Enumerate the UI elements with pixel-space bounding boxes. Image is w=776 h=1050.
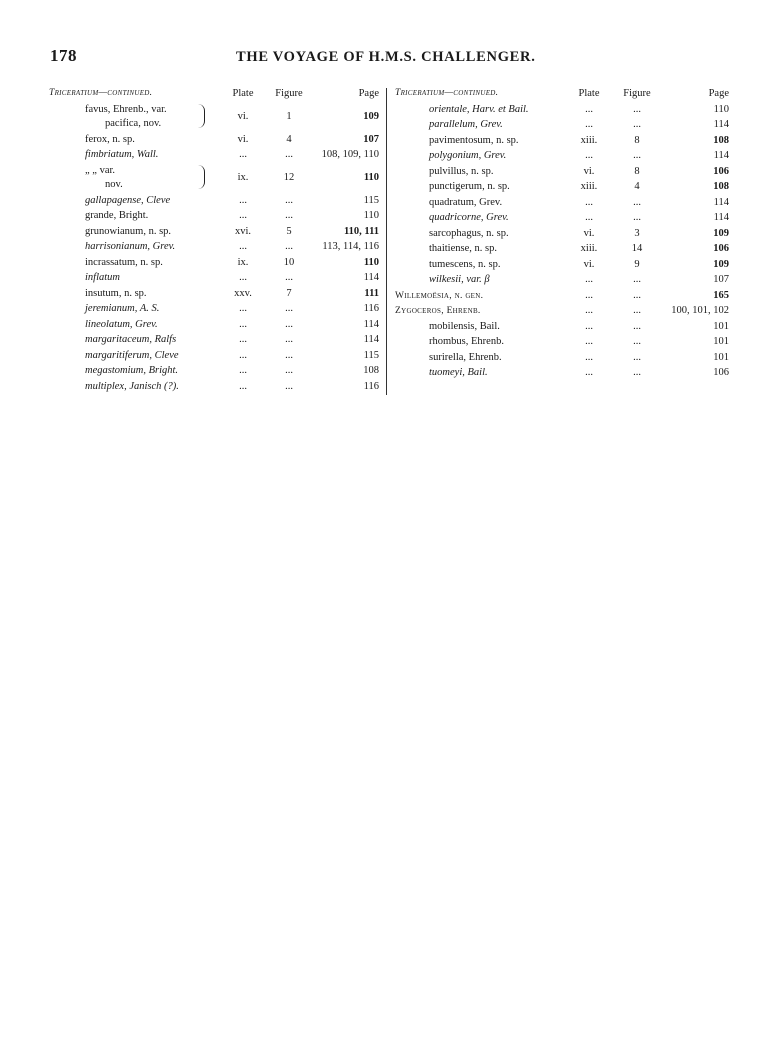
species-name: multiplex, Janisch (?). (85, 380, 179, 392)
figure-value: ... (633, 150, 641, 161)
page-value: 109 (363, 110, 379, 122)
page-value: 110 (713, 103, 729, 115)
index-entry (395, 117, 729, 133)
figure-value: 14 (631, 243, 643, 254)
plate-value: vi. (237, 133, 249, 145)
figure-value: ... (285, 365, 293, 376)
brace (198, 104, 205, 128)
species-name: megastomium, Bright. (85, 365, 179, 376)
species-name: jeremianum, A. S. (85, 303, 160, 314)
page-value: 115 (363, 349, 379, 361)
figure-value: 8 (634, 134, 640, 146)
species-name-line: „ „ var. (85, 164, 116, 176)
index-entry (49, 348, 385, 364)
index-entry (49, 286, 385, 302)
index-column-right (395, 86, 729, 381)
index-entry (49, 332, 385, 348)
species-name: polygonium, Grev. (429, 150, 507, 161)
page-value: 109 (713, 227, 729, 239)
page-value: 110 (363, 210, 379, 221)
page-value: 114 (713, 212, 729, 223)
page-value: 100, 101, 102 (671, 305, 729, 316)
index-entry (49, 208, 385, 224)
figure-value: ... (285, 349, 293, 361)
figure-value: 12 (283, 171, 295, 183)
species-name: grande, Bright. (85, 210, 149, 221)
page-value: 106 (713, 165, 729, 177)
species-name: insutum, n. sp. (85, 287, 147, 299)
species-name-line: favus, Ehrenb., var. (85, 103, 167, 115)
index-entry (49, 163, 385, 193)
figure-value: 4 (634, 181, 640, 192)
figure-value: 5 (286, 225, 292, 237)
species-name: tumescens, n. sp. (429, 258, 501, 270)
figure-value: ... (285, 241, 293, 252)
plate-value: ... (239, 149, 247, 160)
species-name: harrisonianum, Grev. (85, 241, 176, 252)
page-value: 114 (363, 334, 379, 345)
plate-value: xxv. (234, 287, 252, 299)
index-entry (395, 350, 729, 366)
running-title: THE VOYAGE OF H.M.S. CHALLENGER. (236, 49, 536, 65)
species-name: sarcophagus, n. sp. (429, 227, 509, 239)
index-entry (49, 102, 385, 132)
column-header-left (49, 86, 385, 102)
genus-name (395, 288, 483, 305)
plate-value: ... (239, 303, 247, 314)
page-value: 116 (363, 380, 379, 392)
figure-value: ... (285, 210, 293, 221)
figure-value: ... (633, 351, 641, 363)
species-name: surirella, Ehrenb. (429, 351, 502, 363)
plate-value: vi. (583, 227, 595, 239)
species-name: fimbriatum, Wall. (85, 149, 159, 160)
index-entry (49, 301, 385, 317)
index-entry (49, 270, 385, 286)
figure-value: ... (633, 119, 641, 130)
figure-value: ... (633, 196, 641, 208)
page-value: 116 (363, 303, 379, 314)
plate-value: ... (239, 194, 247, 206)
index-entry (395, 164, 729, 180)
plate-value: ... (239, 241, 247, 252)
figure-header: Figure (623, 88, 651, 99)
figure-value: 3 (634, 227, 640, 239)
species-name: parallelum, Grev. (429, 119, 503, 130)
genus-name-text: Zygoceros, Ehrenb. (395, 306, 481, 316)
species-name: grunowianum, n. sp. (85, 225, 172, 237)
page-value: 108 (713, 181, 729, 192)
figure-value: ... (633, 320, 641, 332)
column-divider (386, 88, 387, 395)
index-entry (395, 272, 729, 288)
page-header: Page (358, 88, 379, 99)
plate-value: xiii. (580, 243, 598, 254)
page-value: 108 (363, 365, 379, 376)
species-name: margaritiferum, Cleve (85, 349, 179, 361)
figure-value: 8 (634, 165, 640, 177)
plate-value: ... (585, 119, 593, 130)
index-entry (395, 195, 729, 211)
species-name: quadricorne, Grev. (429, 212, 509, 223)
plate-value: ... (239, 365, 247, 376)
figure-value: ... (285, 272, 293, 283)
plate-value: ... (585, 150, 593, 161)
plate-value: ... (585, 336, 593, 347)
page-value: 109 (713, 258, 729, 270)
page-value: 113, 114, 116 (322, 241, 379, 252)
plate-value: ... (585, 351, 593, 363)
plate-value: ... (239, 380, 247, 392)
page-value: 114 (363, 318, 379, 330)
figure-value: 7 (286, 287, 292, 299)
plate-value: vi. (583, 165, 595, 177)
figure-value: ... (633, 212, 641, 223)
plate-value: ... (585, 103, 593, 115)
index-entry (49, 239, 385, 255)
page-value: 115 (363, 194, 379, 206)
species-name: tuomeyi, Bail. (429, 367, 488, 378)
index-entry (395, 365, 729, 381)
genus-name (395, 303, 481, 320)
figure-value: ... (285, 318, 293, 330)
page-value: 108, 109, 110 (321, 149, 379, 160)
plate-value: ... (585, 274, 593, 285)
index-entry (49, 132, 385, 148)
index-entry (395, 303, 729, 319)
figure-value: ... (285, 303, 293, 314)
figure-value: ... (633, 274, 641, 285)
index-entry (395, 241, 729, 257)
species-name: margaritaceum, Ralfs (85, 334, 177, 345)
page-value: 106 (713, 367, 729, 378)
species-name: orientale, Harv. et Bail. (429, 103, 529, 115)
index-entry (395, 288, 729, 304)
plate-value: ... (585, 212, 593, 223)
plate-value: ... (239, 318, 247, 330)
figure-header: Figure (275, 88, 303, 99)
page-value: 108 (713, 134, 729, 146)
plate-value: ... (239, 349, 247, 361)
plate-value: xiii. (580, 181, 598, 192)
figure-value: ... (633, 305, 641, 316)
index-entry (395, 319, 729, 335)
page-value: 114 (713, 196, 729, 208)
page-value: 110, 111 (343, 225, 379, 237)
page-value: 111 (364, 287, 379, 299)
species-name (85, 164, 123, 192)
plate-value: ... (239, 272, 247, 283)
figure-value: ... (633, 367, 641, 378)
species-name: rhombus, Ehrenb. (429, 336, 504, 347)
page-value: 101 (713, 320, 729, 332)
index-entry (49, 193, 385, 209)
plate-value: xvi. (234, 225, 252, 237)
plate-value: ... (239, 334, 247, 345)
page-value: 107 (713, 274, 729, 285)
index-entry (49, 379, 385, 395)
index-entry (395, 226, 729, 242)
index-entry (395, 102, 729, 118)
column-header-right (395, 86, 729, 102)
species-name-line: nov. (105, 178, 123, 190)
species-name: lineolatum, Grev. (85, 318, 158, 330)
plate-value: ix. (237, 256, 249, 268)
species-name: pavimentosum, n. sp. (429, 134, 519, 146)
species-name: mobilensis, Bail. (429, 320, 500, 332)
figure-value: 10 (283, 256, 295, 268)
figure-value: ... (285, 334, 293, 345)
species-name: incrassatum, n. sp. (85, 256, 163, 268)
species-name: ferox, n. sp. (85, 133, 135, 145)
species-name: thaitiense, n. sp. (429, 243, 497, 254)
species-name: wilkesii, var. β (429, 274, 490, 285)
page-value: 114 (363, 272, 379, 283)
species-name: inflatum (85, 272, 121, 283)
page-value: 165 (713, 289, 729, 301)
plate-header: Plate (232, 88, 254, 99)
plate-value: ... (585, 289, 593, 301)
figure-value: ... (633, 289, 641, 301)
figure-value: ... (285, 149, 293, 160)
index-entry (395, 133, 729, 149)
figure-value: ... (285, 380, 293, 392)
species-name: gallapagense, Cleve (85, 194, 171, 206)
plate-value: ... (239, 210, 247, 221)
index-entry (49, 317, 385, 333)
figure-value: 4 (286, 133, 292, 145)
genus-heading-continued: Triceratium—continued. (49, 88, 153, 98)
page-value: 114 (713, 119, 729, 130)
plate-value: ... (585, 196, 593, 208)
species-name: pulvillus, n. sp. (429, 165, 494, 177)
page-value: 101 (713, 336, 729, 347)
index-entry (49, 255, 385, 271)
index-entry (49, 363, 385, 379)
genus-name-text: Willemoësia, n. gen. (395, 290, 484, 301)
figure-value: ... (633, 336, 641, 347)
index-entry (395, 148, 729, 164)
species-name: quadratum, Grev. (429, 196, 503, 208)
figure-value: ... (285, 194, 293, 206)
plate-value: ... (585, 367, 593, 378)
plate-value: ... (585, 320, 593, 332)
page-header: Page (708, 88, 729, 99)
brace (198, 165, 205, 189)
species-name-line: pacifica, nov. (105, 117, 162, 129)
plate-value: ix. (237, 171, 249, 183)
index-column-left (49, 86, 385, 394)
index-entry (395, 257, 729, 273)
plate-value: ... (585, 305, 593, 316)
page-value: 114 (713, 150, 729, 161)
plate-value: vi. (583, 258, 595, 270)
plate-header: Plate (578, 88, 600, 99)
figure-value: 9 (634, 258, 640, 270)
species-name (85, 103, 167, 131)
page-value: 110 (363, 256, 379, 268)
page-value: 101 (713, 351, 729, 363)
index-entry (49, 224, 385, 240)
figure-value: 1 (286, 110, 292, 122)
plate-value: xiii. (580, 134, 598, 146)
index-entry (395, 179, 729, 195)
index-entry (395, 334, 729, 350)
page-value: 110 (363, 171, 379, 183)
index-entry (395, 210, 729, 226)
figure-value: ... (633, 103, 641, 115)
page-number: 178 (50, 46, 77, 65)
plate-value: vi. (237, 110, 249, 122)
page-value: 107 (363, 133, 379, 145)
genus-heading-continued: Triceratium—continued. (395, 88, 499, 98)
species-name: punctigerum, n. sp. (429, 181, 510, 192)
page-value: 106 (713, 243, 729, 254)
index-entry (49, 147, 385, 163)
